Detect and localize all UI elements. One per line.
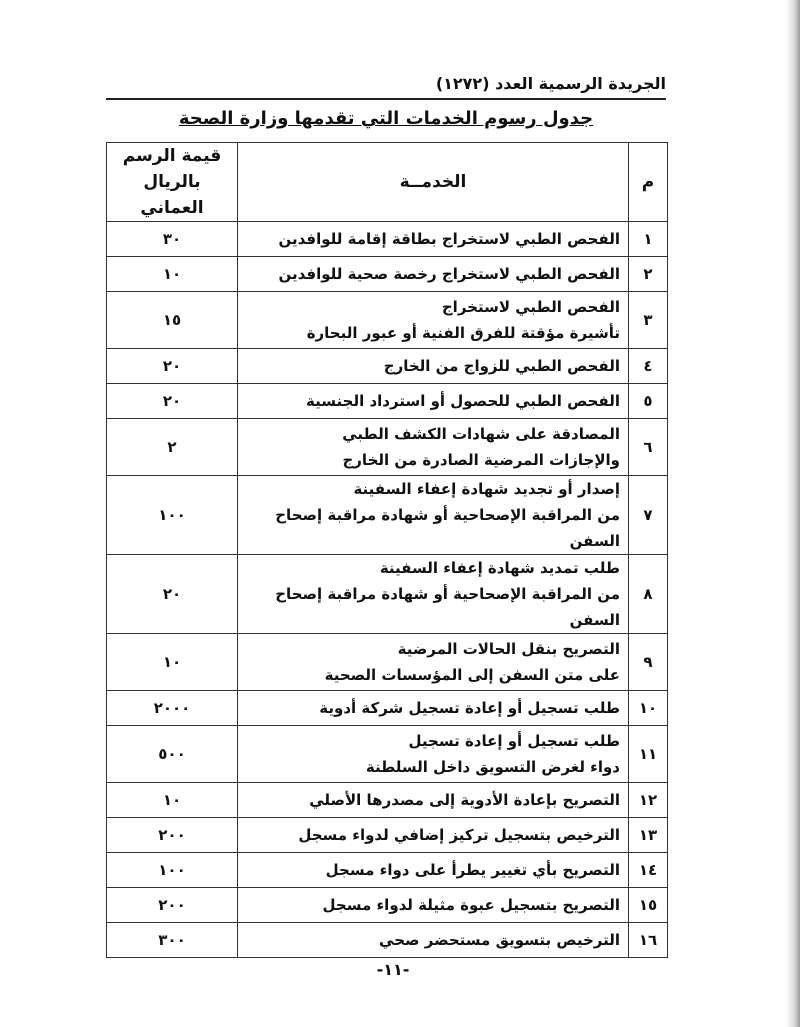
fee-value: ١٠ bbox=[107, 257, 238, 292]
fee-value: ٢٠٠٠ bbox=[107, 691, 238, 726]
service-description bbox=[238, 419, 629, 476]
table-row bbox=[107, 349, 668, 384]
table-row bbox=[107, 222, 668, 257]
service-description bbox=[238, 634, 629, 691]
table-row bbox=[107, 292, 668, 349]
gazette-title: الجريدة الرسمية العدد (١٢٧٢) bbox=[435, 74, 666, 93]
table-body bbox=[107, 222, 668, 958]
table-header-row bbox=[107, 143, 668, 222]
row-number: ١١ bbox=[629, 726, 668, 783]
table-row bbox=[107, 476, 668, 555]
row-number: ٥ bbox=[629, 384, 668, 419]
row-number: ٩ bbox=[629, 634, 668, 691]
table-row bbox=[107, 783, 668, 818]
fee-value: ١٠ bbox=[107, 634, 238, 691]
row-number: ٢ bbox=[629, 257, 668, 292]
row-number: ١٤ bbox=[629, 853, 668, 888]
row-number: ٣ bbox=[629, 292, 668, 349]
column-header-service: الخدمــة bbox=[238, 143, 629, 222]
fee-value: ٣٠ bbox=[107, 222, 238, 257]
table-row bbox=[107, 853, 668, 888]
table-row bbox=[107, 818, 668, 853]
service-line: دواء لغرض التسويق داخل السلطنة bbox=[365, 758, 620, 776]
fee-value: ٢٠ bbox=[107, 384, 238, 419]
service-line: الفحص الطبي للحصول أو استرداد الجنسية bbox=[306, 392, 620, 410]
table-row bbox=[107, 691, 668, 726]
column-header-fee-line2: بالريال العماني bbox=[140, 172, 204, 218]
service-line: المصادقة على شهادات الكشف الطبي bbox=[342, 425, 620, 443]
row-number: ٤ bbox=[629, 349, 668, 384]
table-row bbox=[107, 634, 668, 691]
fee-value: ٢٠٠ bbox=[107, 818, 238, 853]
service-description bbox=[238, 222, 629, 257]
column-header-number: م bbox=[629, 143, 668, 222]
service-line: التصريح بإعادة الأدوية إلى مصدرها الأصلي bbox=[309, 791, 620, 809]
fee-value: ١٥ bbox=[107, 292, 238, 349]
page-number: -١١- bbox=[376, 960, 410, 979]
service-line: والإجازات المرضية الصادرة من الخارج bbox=[342, 451, 620, 469]
service-description bbox=[238, 292, 629, 349]
fee-value: ٢٠ bbox=[107, 349, 238, 384]
table-row bbox=[107, 726, 668, 783]
column-header-fee bbox=[107, 143, 238, 222]
service-line: من المراقبة الإصحاحية أو شهادة مراقبة إصحاح السفن bbox=[275, 506, 620, 550]
service-line: التصريح بأي تغيير يطرأ على دواء مسجل bbox=[325, 861, 620, 879]
service-line: التصريح بتسجيل عبوة مثيلة لدواء مسجل bbox=[322, 896, 620, 914]
fees-table bbox=[106, 142, 668, 958]
table-title: جدول رسوم الخدمات التي تقدمها وزارة الصحة bbox=[178, 108, 594, 129]
service-description bbox=[238, 923, 629, 958]
service-description bbox=[238, 349, 629, 384]
fee-value: ٢٠ bbox=[107, 555, 238, 634]
service-description bbox=[238, 853, 629, 888]
fee-value: ٢٠٠ bbox=[107, 888, 238, 923]
table-row bbox=[107, 419, 668, 476]
gazette-header bbox=[106, 68, 666, 100]
service-description bbox=[238, 476, 629, 555]
row-number: ٦ bbox=[629, 419, 668, 476]
service-line: الترخيص بتسويق مستحضر صحي bbox=[379, 931, 620, 949]
service-line: تأشيرة مؤقتة للفرق الفنية أو عبور البحارة bbox=[306, 324, 620, 342]
service-description bbox=[238, 384, 629, 419]
fee-value: ٢ bbox=[107, 419, 238, 476]
row-number: ١٣ bbox=[629, 818, 668, 853]
fee-value: ١٠ bbox=[107, 783, 238, 818]
service-description bbox=[238, 783, 629, 818]
table-row bbox=[107, 257, 668, 292]
page-binding-shadow bbox=[786, 0, 800, 1027]
service-line: على متن السفن إلى المؤسسات الصحية bbox=[324, 666, 620, 684]
service-description bbox=[238, 257, 629, 292]
service-description bbox=[238, 555, 629, 634]
service-description bbox=[238, 726, 629, 783]
service-line: الترخيص بتسجيل تركيز إضافي لدواء مسجل bbox=[298, 826, 620, 844]
table-row bbox=[107, 888, 668, 923]
service-description bbox=[238, 691, 629, 726]
row-number: ١٠ bbox=[629, 691, 668, 726]
service-line: طلب تسجيل أو إعادة تسجيل bbox=[408, 732, 620, 750]
row-number: ٨ bbox=[629, 555, 668, 634]
fee-value: ٥٠٠ bbox=[107, 726, 238, 783]
service-line: الفحص الطبي لاستخراج بطاقة إقامة للوافدين bbox=[278, 230, 620, 248]
row-number: ١٢ bbox=[629, 783, 668, 818]
service-line: طلب تسجيل أو إعادة تسجيل شركة أدوية bbox=[319, 699, 620, 717]
service-description bbox=[238, 818, 629, 853]
service-line: طلب تمديد شهادة إعفاء السفينة bbox=[379, 559, 620, 577]
fee-value: ١٠٠ bbox=[107, 476, 238, 555]
row-number: ١٥ bbox=[629, 888, 668, 923]
service-line: من المراقبة الإصحاحية أو شهادة مراقبة إصحاح السفن bbox=[275, 585, 620, 629]
service-line: الفحص الطبي لاستخراج bbox=[441, 298, 620, 316]
row-number: ١ bbox=[629, 222, 668, 257]
service-line: التصريح بنقل الحالات المرضية bbox=[397, 640, 620, 658]
service-line: إصدار أو تجديد شهادة إعفاء السفينة bbox=[353, 480, 620, 498]
fee-value: ٣٠٠ bbox=[107, 923, 238, 958]
table-row bbox=[107, 384, 668, 419]
table-row bbox=[107, 555, 668, 634]
fee-value: ١٠٠ bbox=[107, 853, 238, 888]
service-line: الفحص الطبي للزواج من الخارج bbox=[383, 357, 620, 375]
table-row bbox=[107, 923, 668, 958]
column-header-fee-line1: قيمة الرسم bbox=[122, 146, 222, 166]
row-number: ٧ bbox=[629, 476, 668, 555]
service-line: الفحص الطبي لاستخراج رخصة صحية للوافدين bbox=[278, 265, 620, 283]
service-description bbox=[238, 888, 629, 923]
row-number: ١٦ bbox=[629, 923, 668, 958]
